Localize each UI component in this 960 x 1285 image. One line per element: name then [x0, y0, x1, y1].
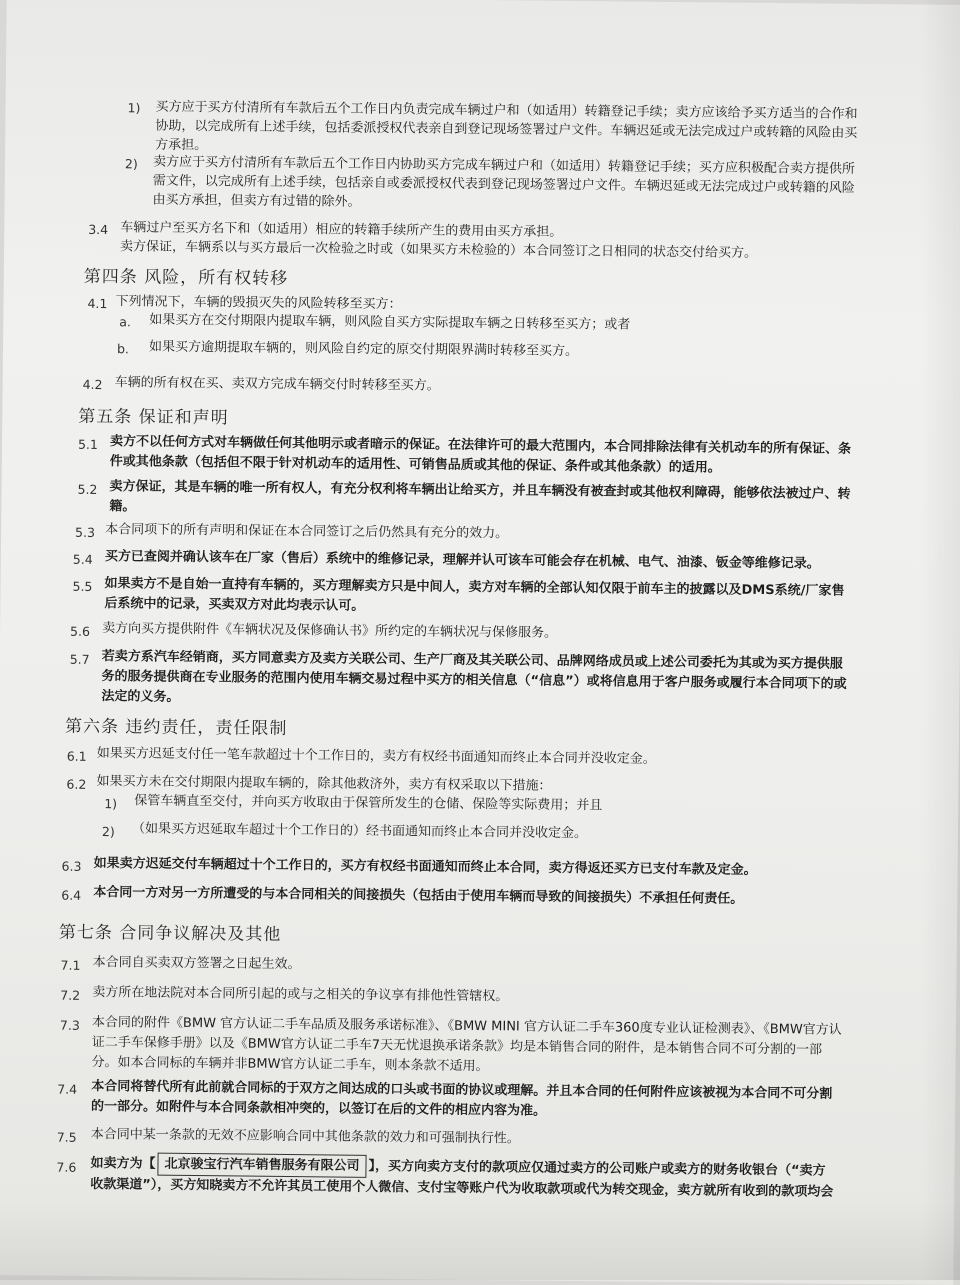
company-name-field: 北京骏宝行汽车销售服务有限公司 — [157, 1153, 366, 1178]
clause-text: 如果买方未在交付期限内提取车辆的，除其他救济外，卖方有权采取以下措施： — [96, 771, 551, 797]
clause-number: 7.5 — [57, 1130, 77, 1145]
clause-7-6 — [7, 0, 960, 5]
clause-4-1-a — [7, 0, 960, 5]
article-6-heading: 第六条 违约责任，责任限制 — [65, 712, 288, 739]
item-number: 2) — [125, 156, 138, 171]
clause-number: a. — [119, 314, 131, 329]
clause-6-1 — [7, 0, 960, 5]
clause-number: 7.4 — [57, 1082, 77, 1097]
clause-5-4 — [7, 0, 960, 5]
clause-text: 下列情况下，车辆的毁损灭失的风险转移至买方： — [115, 291, 401, 315]
clause-7-4 — [7, 0, 960, 5]
clause-6-3 — [7, 0, 960, 5]
clause-suffix: 】，买方向卖方支付的款项应仅通过卖方的公司账户或卖方的财务收银台（“卖方 — [368, 1159, 825, 1179]
item-line: 卖方应于买方付清所有车款后五个工作日内协助买方完成车辆过户和（如适用）转籍登记手续；买方应积极配合卖方提供所 — [153, 152, 855, 180]
sec3-item-2 — [7, 0, 960, 5]
clause-line: 本合同将替代所有此前就合同标的于双方之间达成的口头或书面的协议或理解。并且本合同的任何附件应该被视为本合同不可分割 — [91, 1076, 832, 1105]
clause-line: 法定的义务。 — [101, 686, 179, 708]
item-line: 协助，以完成所有上述手续，包括委派授权代表亲自到登记现场签署过户文件。车辆迟延或无法完成过户或转籍的风险由买 — [155, 116, 857, 144]
clause-text: 如果买方逾期提取车辆的，则风险自约定的原交付期限界满时转移至买方。 — [149, 337, 578, 362]
clause-line: 本合同自买卖双方签署之日起生效。 — [92, 952, 300, 975]
clause-text: 保管车辆直至交付，并向买方收取由于保管所发生的仓储、保险等实际费用；并且 — [134, 790, 602, 816]
item-number: 1) — [127, 100, 140, 115]
clause-number: 6.3 — [62, 859, 82, 874]
clause-number: 4.2 — [83, 377, 103, 392]
clause-7-5 — [7, 0, 960, 5]
clause-5-2 — [7, 0, 960, 5]
clause-line: 若卖方系汽车经销商，买方同意卖方及卖方关联公司、生产厂商及其关联公司、品牌网络成员或上述公司委托为其或为买方提供服 — [102, 646, 843, 675]
clause-line: 如果卖方不是自始一直持有车辆的，买方理解卖方只是中间人，卖方对车辆的全部认知仅限于前车主的披露以及DMS系统/厂家售 — [104, 573, 844, 602]
item-line: 买方应于买方付清所有车款后五个工作日内负责完成车辆过户和（如适用）转籍登记手续；卖方应该给予买方适当的合作和 — [155, 97, 857, 125]
clause-line: 本合同项下的所有声明和保证在本合同签订之后仍然具有充分的效力。 — [105, 519, 508, 544]
clause-line: 本合同的附件《BMW 官方认证二手车品质及服务承诺标准》、《BMW MINI 官方认证二手车360度专业认证检测表》、《BMW官方认 — [92, 1012, 842, 1041]
item-line: 由买方承担，但卖方有过错的除外。 — [152, 190, 360, 213]
clause-line: 卖方所在地法院对本合同所引起的或与之相关的争议享有排他性管辖权。 — [92, 982, 508, 1007]
clause-line: 买方已查阅并确认该车在厂家（售后）系统中的维修记录，理解并认可该车可能会存在机械、电气、油漆、钣金等维修记录。 — [105, 546, 820, 574]
clause-line: 本合同中某一条款的无效不应影响合同中其他条款的效力和可强制执行性。 — [91, 1124, 520, 1149]
clause-text: （如果买方迟延取车超过十个工作日的）经书面通知而终止本合同并没收定金。 — [132, 818, 587, 844]
clause-number: 7.6 — [56, 1160, 76, 1175]
article-7-heading: 第七条 合同争议解决及其他 — [59, 918, 282, 945]
clause-number: 7.3 — [60, 1018, 80, 1033]
article-4-heading: 第四条 风险，所有权转移 — [84, 262, 289, 289]
clause-7-2 — [7, 0, 960, 5]
clause-number: 6.2 — [66, 777, 86, 792]
clause-6-2-1 — [7, 0, 960, 5]
page-shadow — [0, 1200, 960, 1280]
clause-line: 籍。 — [109, 496, 135, 517]
clause-4-1 — [7, 0, 960, 5]
clause-6-2 — [7, 0, 960, 5]
clause-number: 5.5 — [72, 579, 92, 594]
clause-line: 后系统中的记录，买卖双方对此均表示认可。 — [104, 593, 364, 617]
clause-line: 的一部分。如附件与本合同条款相冲突的，以签订在后的文件的相应内容为准。 — [91, 1096, 546, 1122]
clause-text: 本合同一方对另一方所遭受的与本合同相关的间接损失（包括由于使用车辆而导致的间接损失）不承担任何责任。 — [93, 882, 743, 910]
clause-line: 卖方保证，车辆系以与买方最后一次检验之时或（如果买方未检验的）本合同签订之日相同的状态交付给买方。 — [120, 236, 757, 264]
clause-number: 1) — [104, 796, 117, 811]
clause-5-1 — [7, 0, 960, 5]
clause-text: 车辆的所有权在买、卖双方完成车辆交付时转移至买方。 — [115, 372, 440, 396]
item-line: 需文件，以完成所有上述手续，包括亲自或委派授权代表到登记现场签署过户文件。车辆迟延或无法完成过户或转籍的风险 — [153, 171, 855, 199]
clause-6-4 — [7, 0, 960, 5]
clause-number: 5.1 — [78, 437, 98, 452]
clause-5-7 — [7, 0, 960, 5]
clause-6-2-2 — [7, 0, 960, 5]
article-5-heading: 第五条 保证和声明 — [78, 402, 229, 429]
clause-3-4 — [7, 0, 960, 5]
clause-number: 5.2 — [77, 482, 97, 497]
clause-number: 6.4 — [61, 888, 81, 903]
clause-number: 5.3 — [75, 525, 95, 540]
clause-5-3 — [7, 0, 960, 5]
clause-prefix: 如卖方为【 — [90, 1156, 155, 1172]
clause-7-3 — [7, 0, 960, 5]
clause-line: 车辆过户至买方名下和（如适用）相应的转籍手续所产生的费用由买方承担。 — [120, 217, 562, 243]
clause-line: 卖方向买方提供附件《车辆状况及保修确认书》所约定的车辆状况与保修服务。 — [102, 618, 557, 644]
clause-number: 3.4 — [88, 222, 108, 237]
clause-line: 卖方不以任何方式对车辆做任何其他明示或者暗示的保证。在法律许可的最大范围内，本合同排除法律有关机动车的所有保证、条 — [110, 431, 851, 460]
clause-5-6 — [7, 0, 960, 5]
clause-line: 证二手车保修手册》以及《BMW官方认证二手车7天无忧退换承诺条款》均是本销售合同的附件，是本销售合同不可分割的一部 — [92, 1032, 822, 1061]
clause-number: 2) — [102, 824, 115, 839]
clause-7-1 — [7, 0, 960, 5]
clause-line: 分。如本合同标的车辆并非BMW官方认证二手车，则本条款不适用。 — [91, 1052, 488, 1077]
clause-number: 4.1 — [87, 296, 107, 311]
clause-line: 卖方保证，其是车辆的唯一所有权人，有充分权利将车辆出让给买方，并且车辆没有被查封或其他权利障碍，能够依法被过户、转 — [109, 476, 850, 505]
clause-text: 如果买方迟延支付任一笔车款超过十个工作日的，卖方有权经书面通知而终止本合同并没收定金。 — [97, 743, 656, 770]
clause-4-2 — [7, 0, 960, 5]
clause-5-5 — [7, 0, 960, 5]
clause-4-1-b — [7, 0, 960, 5]
clause-number: 6.1 — [67, 749, 87, 764]
clause-text: 如果买方在交付期限内提取车辆，则风险自买方实际提取车辆之日转移至买方；或者 — [149, 310, 630, 336]
clause-number: 5.6 — [70, 624, 90, 639]
clause-text: 如果卖方迟延交付车辆超过十个工作日的，买方有权经书面通知而终止本合同，卖方得返还买方已支付车款及定金。 — [94, 853, 757, 881]
clause-number: b. — [117, 341, 129, 356]
clause-number: 5.4 — [73, 552, 93, 567]
clause-line: 务的服务提供商在专业服务的范围内使用车辆交易过程中买方的相关信息（“信息”）或将信息用于客户服务或履行本合同项下的或 — [101, 666, 846, 695]
clause-number: 5.7 — [70, 652, 90, 667]
clause-number: 7.2 — [60, 988, 80, 1003]
clause-number: 7.1 — [60, 958, 80, 973]
clause-line: 收款渠道”），买方知晓卖方不允许其员工使用个人微信、支付宝等账户代为收取款项或代为转交现金，卖方就所有收到的款项均会 — [90, 1174, 833, 1203]
item-line: 方承担。 — [155, 135, 207, 157]
page-shadow — [920, 0, 960, 1280]
clause-line: 件或其他条款（包括但不限于针对机动车的适用性、可销售品质或其他的保证、条件或其他条款）的适用。 — [110, 451, 721, 478]
sec3-item-1 — [7, 0, 960, 5]
